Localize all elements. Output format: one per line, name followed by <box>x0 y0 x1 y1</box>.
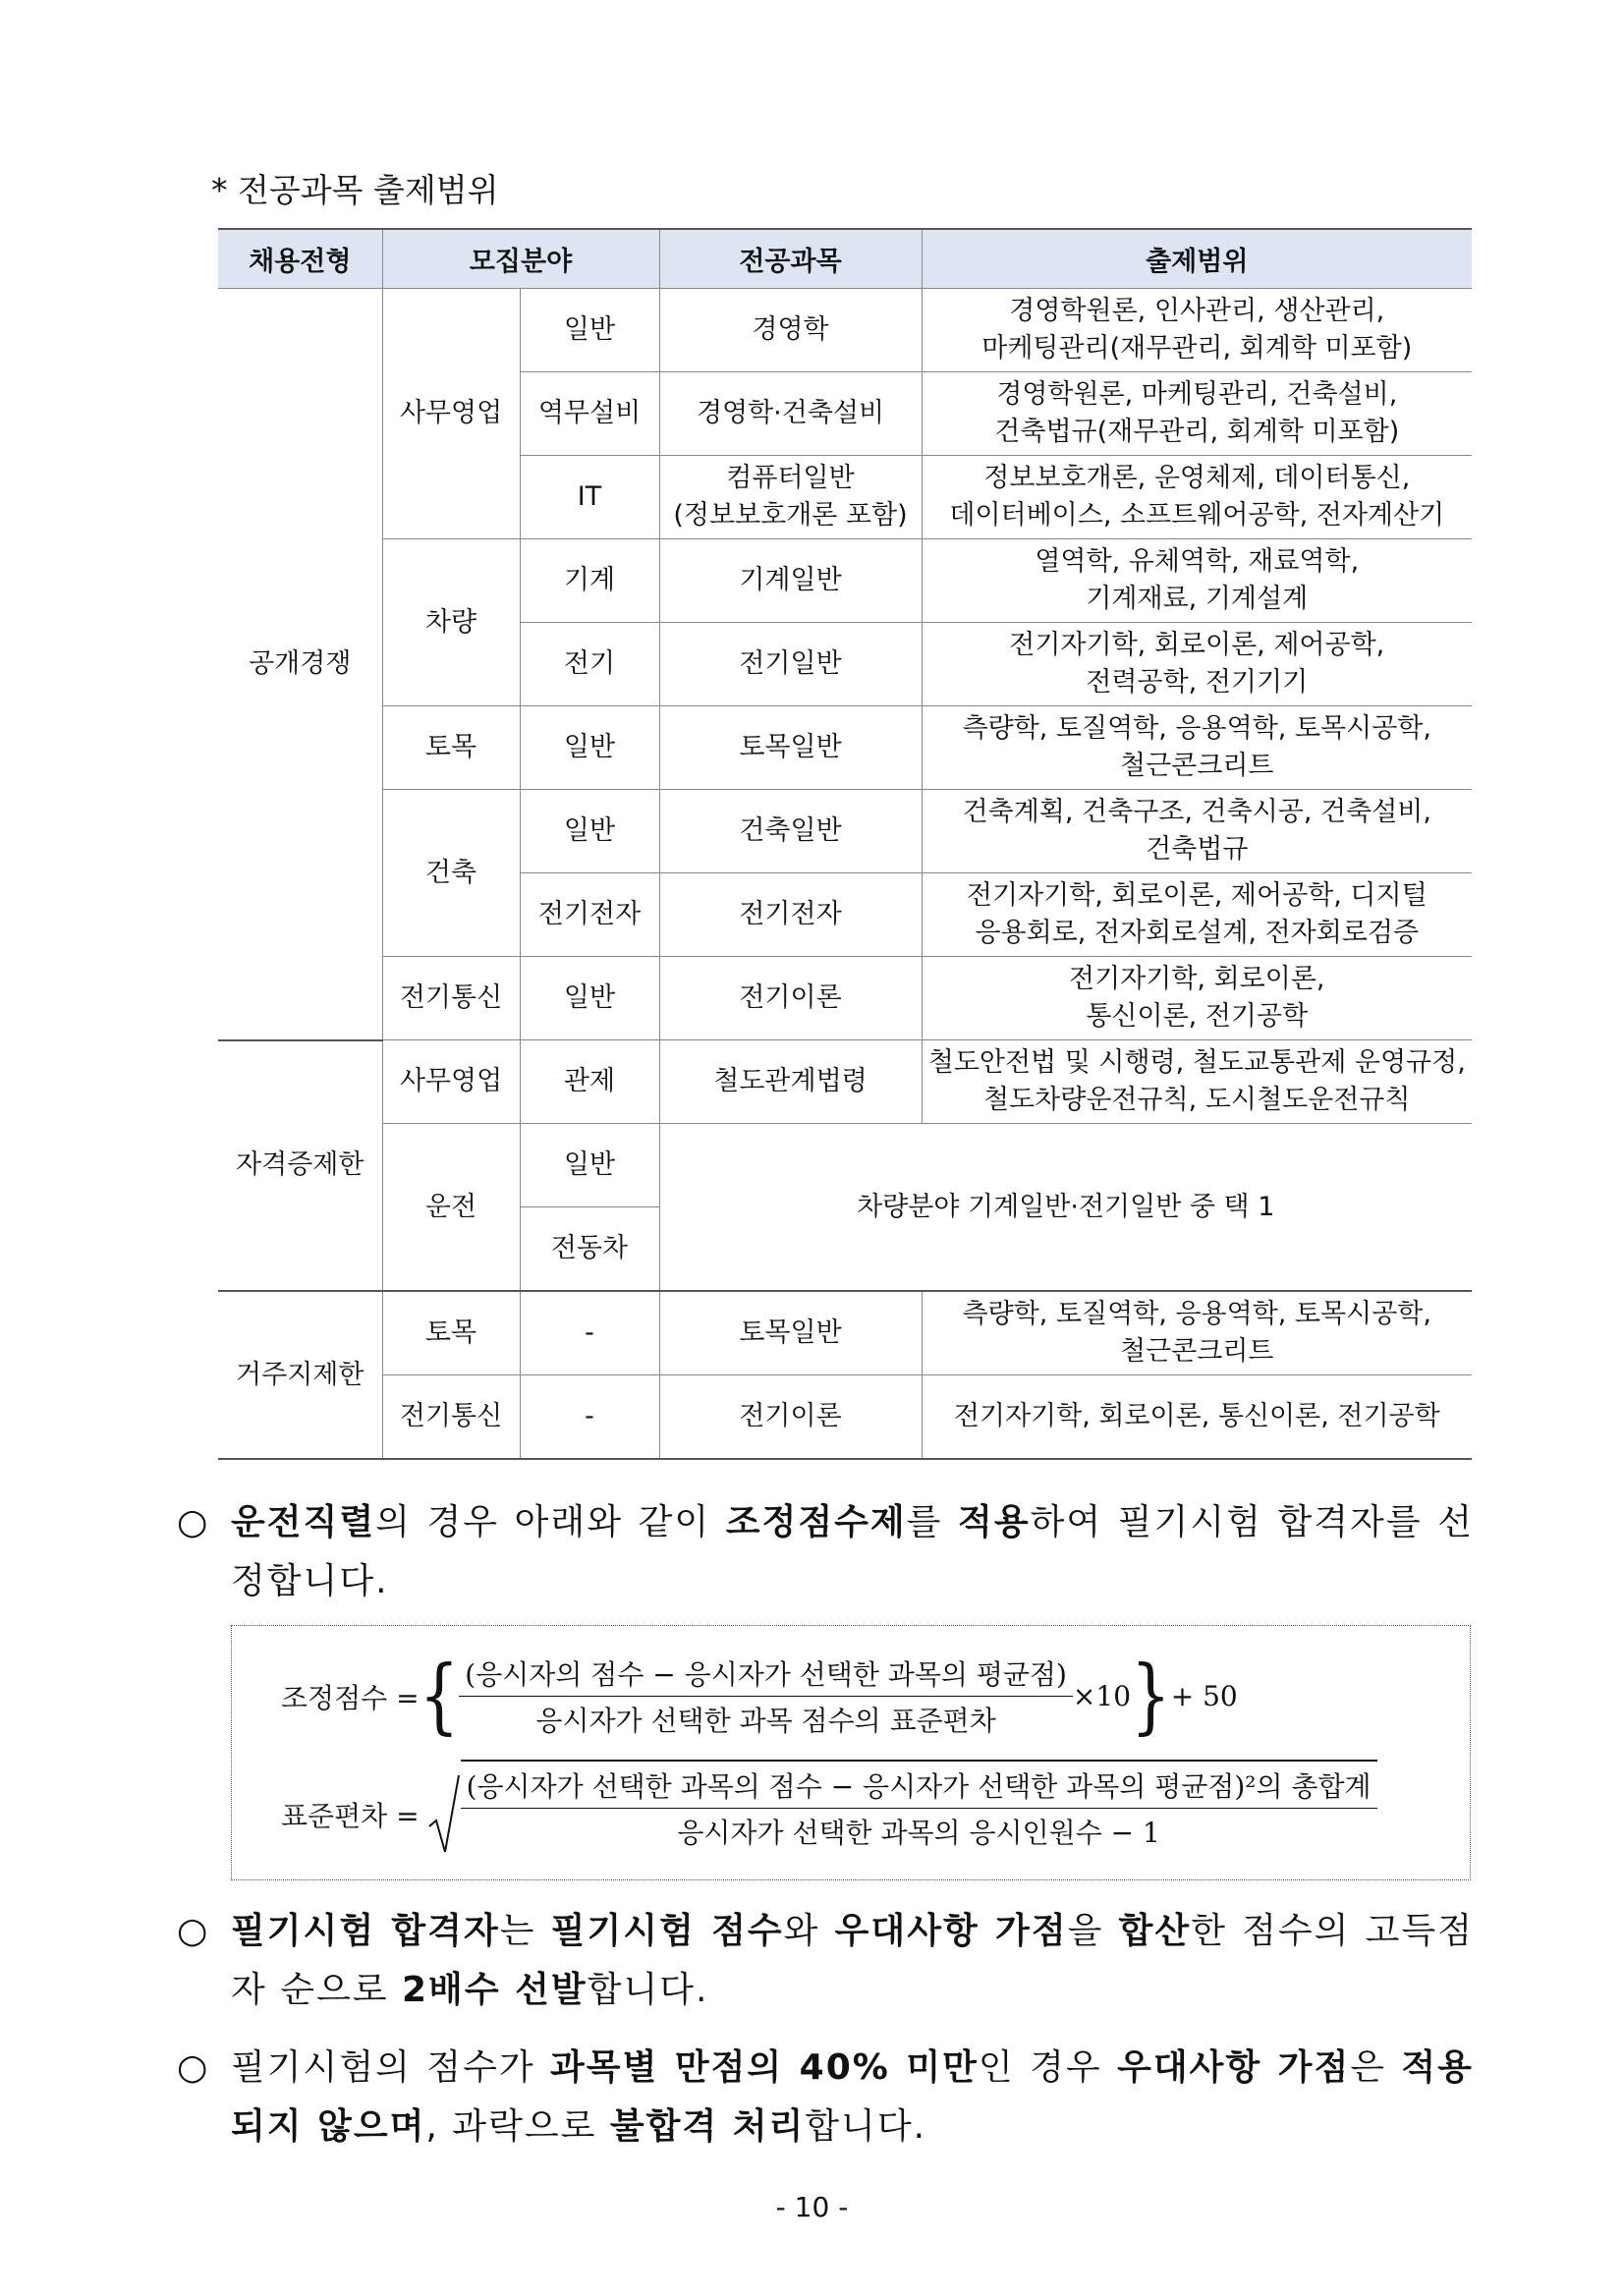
range-cell: 경영학원론, 마케팅관리, 건축설비, 건축법규(재무관리, 회계학 미포함) <box>922 372 1472 456</box>
table-row <box>218 289 1472 372</box>
sub-cell: 일반 <box>520 289 659 372</box>
subject-cell: 철도관계법령 <box>659 1040 922 1124</box>
subject-cell: 경영학·건축설비 <box>659 372 922 456</box>
sub-cell: - <box>520 1291 659 1375</box>
field-cell: 토목 <box>382 1291 520 1375</box>
sub-cell: 일반 <box>520 957 659 1040</box>
sub-cell: 전기전자 <box>520 873 659 957</box>
type-cell: 거주지제한 <box>218 1291 382 1459</box>
subject-cell: 전기이론 <box>659 957 922 1040</box>
exam-scope-table <box>218 228 1472 1460</box>
header-type: 채용전형 <box>218 229 382 289</box>
range-cell: 측량학, 토질역학, 응용역학, 토목시공학, 철근콘크리트 <box>922 1291 1472 1375</box>
merged-range-cell: 차량분야 기계일반·전기일반 중 택 1 <box>659 1124 1472 1292</box>
table-row <box>218 1375 1472 1460</box>
range-cell: 정보보호개론, 운영체제, 데이터통신, 데이터베이스, 소프트웨어공학, 전자계산기 <box>922 456 1472 539</box>
sub-cell: 역무설비 <box>520 372 659 456</box>
standard-deviation-formula: 표준편차 = $\frac{\text{(응시자가 선택한 과목의 점수 − 응시자가 선택한 과목의 평균점)²의 총합계}}{\text{응시자가 선택한 과목의 응시인원수 − 1}}$ <box>281 1773 1377 1856</box>
page-number: - 10 - <box>775 2191 849 2223</box>
header-field: 모집분야 <box>382 229 659 289</box>
sub-cell: 관제 <box>520 1040 659 1124</box>
bullet-selection <box>177 1902 1474 2020</box>
field-cell: 차량 <box>382 539 520 706</box>
type-cell: 공개경쟁 <box>218 289 382 1040</box>
range-cell: 경영학원론, 인사관리, 생산관리, 마케팅관리(재무관리, 회계학 미포함) <box>922 289 1472 372</box>
adjusted-score-formula: 조정점수 = { $\frac{\text{(응시자의 점수 − 응시자가 선택한 과목의 평균점)}}{\text{응시자가 선택한 과목 점수의 표준편차}}$ ×10 } + 50 <box>281 1649 1238 1744</box>
table-row <box>218 539 1472 623</box>
section-title: * 전공과목 출제범위 <box>211 171 499 209</box>
subject-cell: 건축일반 <box>659 790 922 873</box>
field-cell: 건축 <box>382 790 520 957</box>
subject-cell: 전기일반 <box>659 623 922 706</box>
sub-cell: 전기 <box>520 623 659 706</box>
sub-cell: 일반 <box>520 790 659 873</box>
subject-cell: 기계일반 <box>659 539 922 623</box>
bullet-adjusted-score <box>177 1493 1474 1611</box>
bullet-mark: ○ <box>177 1911 208 1951</box>
subject-cell: 전기이론 <box>659 1375 922 1460</box>
range-cell: 열역학, 유체역학, 재료역학, 기계재료, 기계설계 <box>922 539 1472 623</box>
field-cell: 사무영업 <box>382 289 520 539</box>
header-subject: 전공과목 <box>659 229 922 289</box>
field-cell: 전기통신 <box>382 1375 520 1460</box>
sub-cell: 일반 <box>520 706 659 790</box>
table-row <box>218 790 1472 873</box>
range-cell: 철도안전법 및 시행령, 철도교통관제 운영규정, 철도차량운전규칙, 도시철도운전규칙 <box>922 1040 1472 1124</box>
bullet-fail-criteria <box>177 2039 1474 2156</box>
subject-cell: 컴퓨터일반 (정보보호개론 포함) <box>659 456 922 539</box>
sqrt-icon <box>427 1773 461 1856</box>
field-cell: 전기통신 <box>382 957 520 1040</box>
table-header-row <box>218 229 1472 289</box>
sub-cell: 일반 <box>520 1124 659 1207</box>
sub-cell: 전동차 <box>520 1207 659 1292</box>
bullet-text: 필기시험 합격자는 필기시험 점수와 우대사항 가점을 합산한 점수의 고득점자 순으로 2배수 선발합니다. <box>231 1911 1474 2010</box>
table-row <box>218 1291 1472 1375</box>
bullet-mark: ○ <box>177 2047 208 2088</box>
field-cell: 사무영업 <box>382 1040 520 1124</box>
header-range: 출제범위 <box>922 229 1472 289</box>
table-row <box>218 957 1472 1040</box>
formula-box <box>231 1625 1471 1880</box>
table-row <box>218 1124 1472 1207</box>
field-cell: 토목 <box>382 706 520 790</box>
type-cell: 자격증제한 <box>218 1040 382 1292</box>
subject-cell: 토목일반 <box>659 706 922 790</box>
table-row <box>218 706 1472 790</box>
bullet-text: 필기시험의 점수가 과목별 만점의 40% 미만인 경우 우대사항 가점은 적용되지 않으며, 과락으로 불합격 처리합니다. <box>231 2047 1474 2147</box>
range-cell: 건축계획, 건축구조, 건축시공, 건축설비, 건축법규 <box>922 790 1472 873</box>
sub-cell: IT <box>520 456 659 539</box>
range-cell: 전기자기학, 회로이론, 제어공학, 전력공학, 전기기기 <box>922 623 1472 706</box>
subject-cell: 토목일반 <box>659 1291 922 1375</box>
sub-cell: 기계 <box>520 539 659 623</box>
range-cell: 전기자기학, 회로이론, 통신이론, 전기공학 <box>922 1375 1472 1460</box>
table-row <box>218 1040 1472 1124</box>
bullet-text: 운전직렬의 경우 아래와 같이 조정점수제를 적용하여 필기시험 합격자를 선정합니다. <box>231 1502 1474 1601</box>
range-cell: 전기자기학, 회로이론, 통신이론, 전기공학 <box>922 957 1472 1040</box>
sub-cell: - <box>520 1375 659 1460</box>
bullet-mark: ○ <box>177 1502 208 1542</box>
range-cell: 전기자기학, 회로이론, 제어공학, 디지털 응용회로, 전자회로설계, 전자회로검증 <box>922 873 1472 957</box>
subject-cell: 경영학 <box>659 289 922 372</box>
range-cell: 측량학, 토질역학, 응용역학, 토목시공학, 철근콘크리트 <box>922 706 1472 790</box>
field-cell: 운전 <box>382 1124 520 1292</box>
subject-cell: 전기전자 <box>659 873 922 957</box>
